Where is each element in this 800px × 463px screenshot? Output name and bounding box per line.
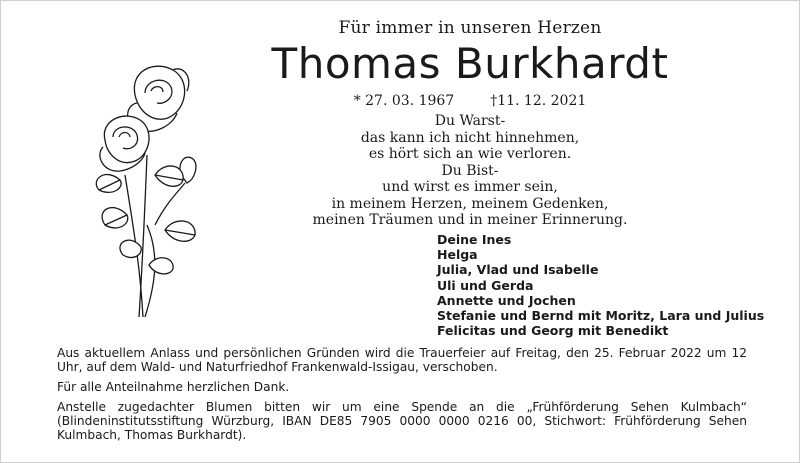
poem <box>260 113 680 229</box>
death-date: †11. 12. 2021 <box>490 93 587 109</box>
mourner: Uli und Gerda <box>437 277 534 293</box>
rose-illustration <box>85 55 215 320</box>
donation-note: Anstelle zugedachter Blumen bitten wir um eine Spende an die „Frühförderung Sehen Kulmbach“ (Blindeninstitutsstiftung Würzburg, IBAN DE85 7905 0000 0000 0216 00, Stichwort: Frühförderung Sehen Kulmbach, Thomas Burkhardt). <box>57 400 747 442</box>
mourner: Annette und Jochen <box>437 292 576 308</box>
poem-line: es hört sich an wie verloren. <box>368 146 572 162</box>
poem-line: meinen Träumen und in meiner Erinnerung. <box>312 212 628 228</box>
poem-line: und wirst es immer sein, <box>382 179 558 195</box>
mourners-list <box>437 232 764 338</box>
poem-line: in meinem Herzen, meinem Gedenken, <box>331 195 609 212</box>
deceased-name: Thomas Burkhardt <box>271 39 669 88</box>
birth-date: * 27. 03. 1967 <box>353 93 455 109</box>
poem-line: Du Bist- <box>441 162 499 179</box>
mourner: Julia, Vlad und Isabelle <box>437 262 599 278</box>
thanks-note: Für alle Anteilnahme herzlichen Dank. <box>57 380 290 394</box>
poem-line: das kann ich nicht hinnehmen, <box>360 129 580 146</box>
poem-line: Du Warst- <box>434 113 506 129</box>
funeral-notice: Aus aktuellem Anlass und persönlichen Gründen wird die Trauerfeier auf Freitag, den 25. Februar 2022 um 12 Uhr, auf dem Wald- und Naturfriedhof Frankenwald-Issigau, verschoben. <box>57 346 747 374</box>
mourner: Stefanie und Bernd mit Moritz, Lara und Julius <box>437 308 765 324</box>
footer-notes <box>57 346 747 448</box>
mourner: Helga <box>437 247 478 263</box>
mourner: Felicitas und Georg mit Benedikt <box>437 323 669 339</box>
life-dates <box>340 93 600 109</box>
mourner: Deine Ines <box>437 232 512 247</box>
tagline: Für immer in unseren Herzen <box>338 18 602 38</box>
